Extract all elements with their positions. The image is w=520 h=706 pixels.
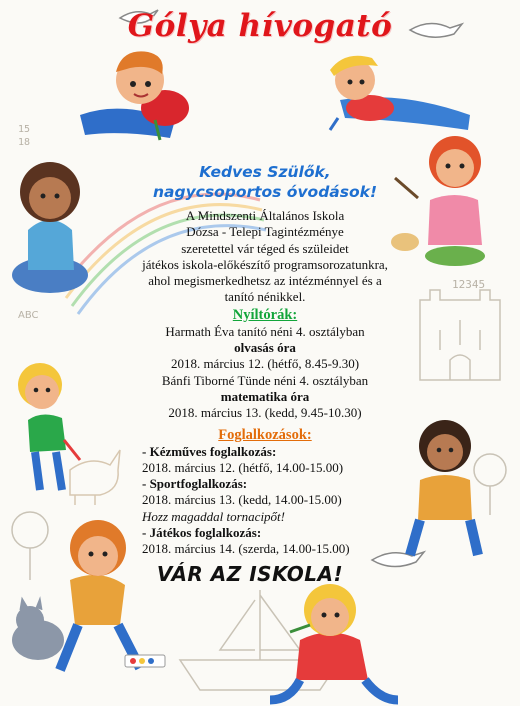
lesson-teacher: Bánfi Tiborné Tünde néni 4. osztályban — [161, 372, 369, 388]
numbers-doodle-small: 15 — [18, 124, 31, 135]
numbers-doodle: 12345 — [452, 278, 486, 291]
intro-line: Dózsa - Telepi Tagintézménye — [186, 224, 344, 240]
page-title: Gólya hívogató — [127, 8, 393, 44]
intro-line: szeretettel vár téged és szüleidet — [181, 240, 349, 256]
castle-doodle — [420, 290, 500, 380]
lesson-time: 2018. március 12. (hétfő, 8.45-9.30) — [170, 356, 360, 372]
lesson-time: 2018. március 13. (kedd, 9.45-10.30) — [168, 405, 362, 421]
activities-heading: Foglalkozások: — [218, 426, 312, 443]
activity-note: Hozz magaddal tornacipőt! — [142, 508, 285, 524]
intro-line: ahol megismerkedhetsz az intézménnyel és a — [148, 273, 382, 289]
activity-name: - Játékos foglalkozás: — [142, 525, 262, 541]
abc-doodle: ABC — [18, 310, 39, 321]
intro-line: A Mindszenti Általános Iskola — [185, 208, 345, 223]
open-lessons-heading: Nyíltórák: — [232, 306, 298, 323]
activity-time: 2018. március 12. (hétfő, 14.00-15.00) — [142, 459, 344, 475]
intro-line: tanító nénikkel. — [224, 289, 306, 305]
closing-slogan: VÁR AZ ISKOLA! — [156, 562, 344, 586]
girl-lying-illustration — [330, 56, 470, 130]
boy-sitting-illustration — [410, 420, 478, 555]
activity-time: 2018. március 13. (kedd, 14.00-15.00) — [142, 492, 342, 508]
numbers-doodle-small-2: 18 — [18, 137, 31, 148]
lesson-teacher: Harmath Éva tanító néni 4. osztályban — [165, 323, 365, 339]
boy-drawing-illustration — [80, 51, 189, 140]
girl-thinking-illustration — [270, 584, 398, 700]
activities-list — [120, 444, 410, 558]
greeting-line-1: Kedves Szülők, — [199, 163, 331, 181]
girl-sitting-illustration — [12, 162, 88, 293]
invitation-text — [120, 162, 410, 558]
activity-time: 2018. március 14. (szerda, 14.00-15.00) — [142, 541, 350, 557]
intro-line: játékos iskola-előkészítő programsorozatunkra, — [142, 256, 388, 272]
lesson-subject: olvasás óra — [234, 340, 296, 356]
greeting-line-2: nagycsoportos óvodások! — [152, 183, 378, 201]
activity-name: - Sportfoglalkozás: — [142, 476, 248, 492]
activity-name: - Kézműves foglalkozás: — [142, 443, 277, 459]
lesson-subject: matematika óra — [220, 388, 310, 404]
